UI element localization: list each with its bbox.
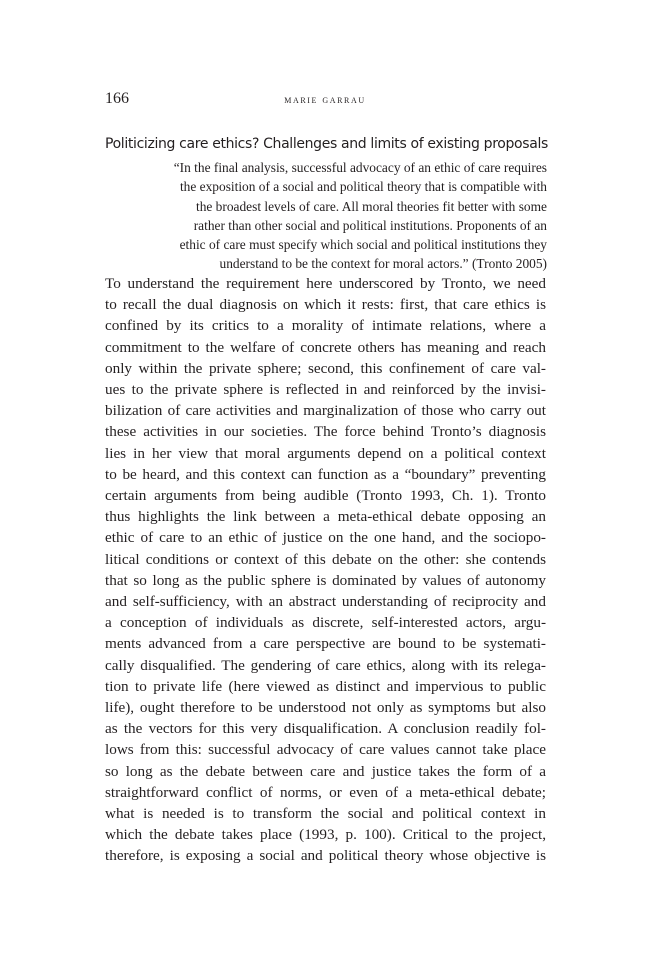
body-line: lies in her view that moral arguments depend on a political context xyxy=(105,444,546,462)
epigraph-line: the exposition of a social and political theory that is compatible with xyxy=(179,179,547,195)
running-head: marie garrau xyxy=(284,94,366,106)
body-line: commitment to the welfare of concrete others has meaning and reach xyxy=(105,338,546,356)
body-line: only within the private sphere; second, this confinement of care val- xyxy=(105,359,546,377)
body-line: cally disqualified. The gendering of care ethics, along with its relega- xyxy=(105,656,546,674)
body-line: what is needed is to transform the social and political context in xyxy=(105,805,546,823)
body-line: and self-sufficiency, with an abstract understanding of reciprocity and xyxy=(105,593,546,611)
body-line: litical conditions or context of this debate on the other: she contends xyxy=(105,550,546,568)
body-line: certain arguments from being audible (Tronto 1993, Ch. 1). Tronto xyxy=(105,487,546,505)
body-line: straightforward conflict of norms, or even of a meta-ethical debate; xyxy=(105,783,546,801)
body-line: ethic of care to an ethic of justice on the one hand, and the sociopo- xyxy=(105,529,546,547)
body-line: as the vectors for this very disqualification. A conclusion readily fol- xyxy=(105,720,546,738)
body-line: bilization of care activities and marginalization of those who carry out xyxy=(105,402,546,420)
epigraph-line: rather than other social and political institutions. Proponents of an xyxy=(193,217,547,233)
body-line: thus highlights the link between a meta-ethical debate opposing an xyxy=(105,508,546,526)
epigraph-quote xyxy=(137,158,547,274)
body-line: a conception of individuals as discrete, self-interested actors, argu- xyxy=(105,614,546,632)
body-line: confined by its critics to a morality of intimate relations, where a xyxy=(105,317,546,335)
body-line: these activities in our societies. The force behind Tronto’s diagnosis xyxy=(105,423,546,441)
section-heading: Politicizing care ethics? Challenges and limits of existing proposals xyxy=(105,136,548,152)
body-line: to be heard, and this context can function as a “boundary” preventing xyxy=(105,465,546,483)
body-line: ments advanced from a care perspective are bound to be systemati- xyxy=(105,635,546,653)
body-line: ues to the private sphere is reflected in and reinforced by the invisi- xyxy=(105,381,546,399)
body-line: To understand the requirement here underscored by Tronto, we need xyxy=(105,275,546,292)
body-line: so long as the debate between care and justice takes the form of a xyxy=(105,762,546,780)
body-line: lows from this: successful advocacy of care values cannot take place xyxy=(105,741,546,759)
body-line: that so long as the public sphere is dominated by values of autonomy xyxy=(105,571,546,589)
page-number: 166 xyxy=(105,90,129,107)
epigraph-line: the broadest levels of care. All moral theories fit better with some xyxy=(195,198,547,214)
body-line: which the debate takes place (1993, p. 100). Critical to the project, xyxy=(105,826,546,844)
epigraph-line: ethic of care must specify which social and political institutions they xyxy=(179,237,547,253)
body-line: to recall the dual diagnosis on which it rests: first, that care ethics is xyxy=(105,296,546,314)
body-paragraph xyxy=(105,273,546,867)
body-line: therefore, is exposing a social and political theory whose objective is xyxy=(105,847,546,865)
epigraph-line: “In the final analysis, successful advocacy of an ethic of care requires xyxy=(173,160,547,175)
epigraph-line: understand to be the context for moral actors.” (Tronto 2005) xyxy=(219,256,547,272)
body-line: tion to private life (here viewed as distinct and impervious to public xyxy=(105,677,546,695)
body-line: life), ought therefore to be understood not only as symptoms but also xyxy=(105,699,546,717)
